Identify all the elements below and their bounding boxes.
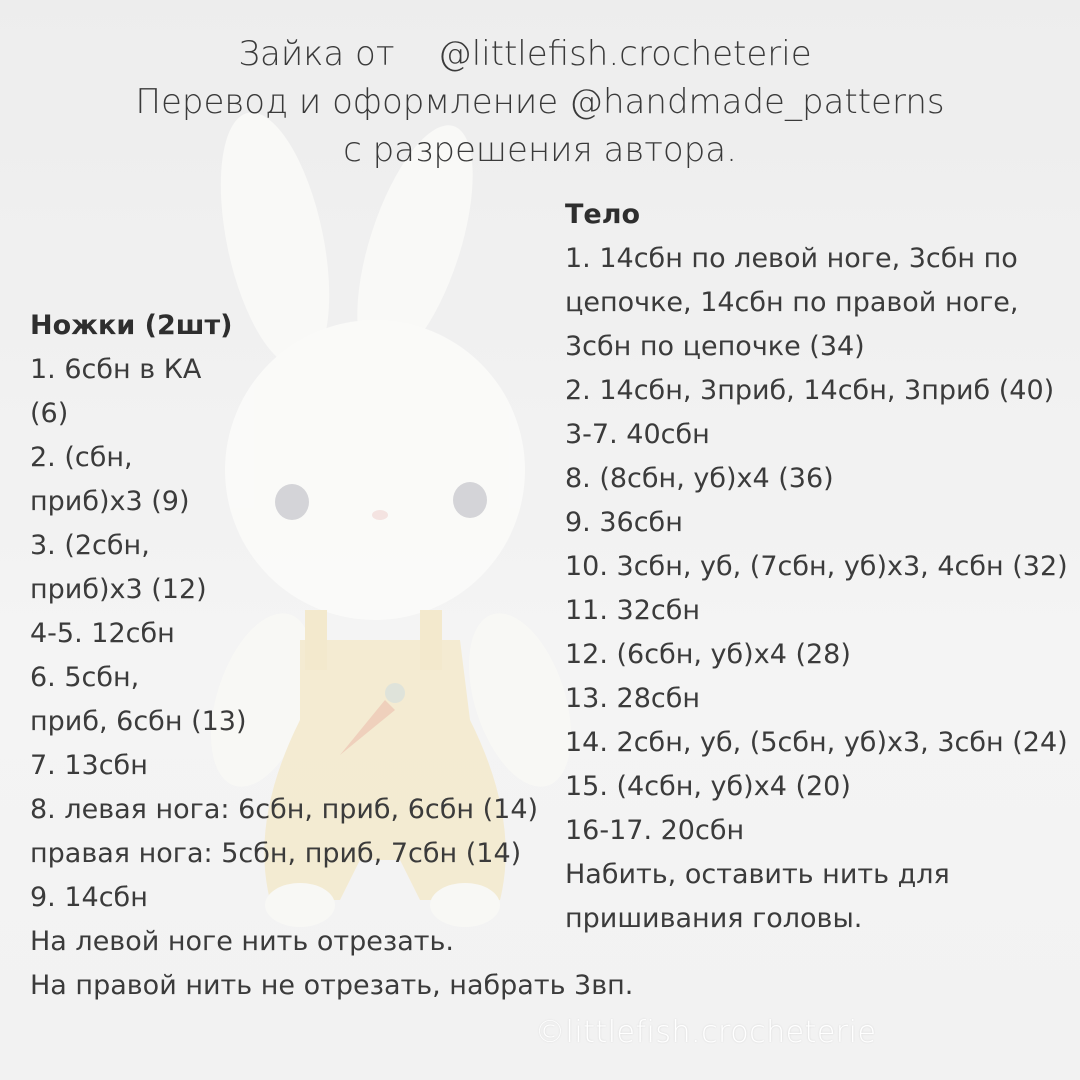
body-row: 8. (8сбн, уб)х4 (36) <box>565 463 834 494</box>
body-heading: Тело <box>565 199 641 230</box>
legs-row: приб)х3 (9) <box>30 486 190 517</box>
body-row: 14. 2сбн, уб, (5сбн, уб)х3, 3сбн (24) <box>565 727 1068 758</box>
legs-row: 2. (сбн, <box>30 442 133 473</box>
body-row: Набить, оставить нить для <box>565 859 950 890</box>
legs-row: 8. левая нога: 6сбн, приб, 6сбн (14) <box>30 794 539 825</box>
body-section <box>565 193 1068 941</box>
header-line-translation: Перевод и оформление @handmade_patterns <box>135 82 945 122</box>
legs-row: (6) <box>30 398 69 429</box>
legs-row: 6. 5сбн, <box>30 662 140 693</box>
body-row: 3-7. 40сбн <box>565 419 710 450</box>
body-row: 12. (6сбн, уб)х4 (28) <box>565 639 851 670</box>
legs-row: 1. 6сбн в КА <box>30 354 202 385</box>
legs-row: 3. (2сбн, <box>30 530 150 561</box>
body-row: 10. 3сбн, уб, (7сбн, уб)х3, 4сбн (32) <box>565 551 1068 582</box>
legs-heading: Ножки (2шт) <box>30 310 233 341</box>
legs-section <box>30 304 633 1008</box>
legs-row: 9. 14сбн <box>30 882 148 913</box>
legs-row: 4-5. 12сбн <box>30 618 175 649</box>
page-header <box>0 30 1080 174</box>
legs-row: На левой ноге нить отрезать. <box>30 926 454 957</box>
body-row: 15. (4сбн, уб)х4 (20) <box>565 771 851 802</box>
legs-row: 7. 13сбн <box>30 750 148 781</box>
legs-row: правая нога: 5сбн, приб, 7сбн (14) <box>30 838 522 869</box>
header-line-author: Зайка от @littlefish.crocheterie <box>238 34 812 74</box>
body-row: 16-17. 20сбн <box>565 815 745 846</box>
body-row: пришивания головы. <box>565 903 863 934</box>
legs-row: приб, 6сбн (13) <box>30 706 247 737</box>
body-row: 13. 28сбн <box>565 683 701 714</box>
body-row: 11. 32сбн <box>565 595 701 626</box>
legs-row: На правой нить не отрезать, набрать 3вп. <box>30 970 634 1001</box>
watermark: ©littlefish.crocheterie <box>535 1015 877 1050</box>
body-row: 9. 36сбн <box>565 507 683 538</box>
body-row: 2. 14сбн, 3приб, 14сбн, 3приб (40) <box>565 375 1055 406</box>
body-row: цепочке, 14сбн по правой ноге, <box>565 287 1019 318</box>
body-row: 1. 14сбн по левой ноге, 3сбн по <box>565 243 1018 274</box>
legs-row: приб)х3 (12) <box>30 574 207 605</box>
header-line-permission: с разрешения автора. <box>343 130 737 170</box>
body-row: 3сбн по цепочке (34) <box>565 331 865 362</box>
